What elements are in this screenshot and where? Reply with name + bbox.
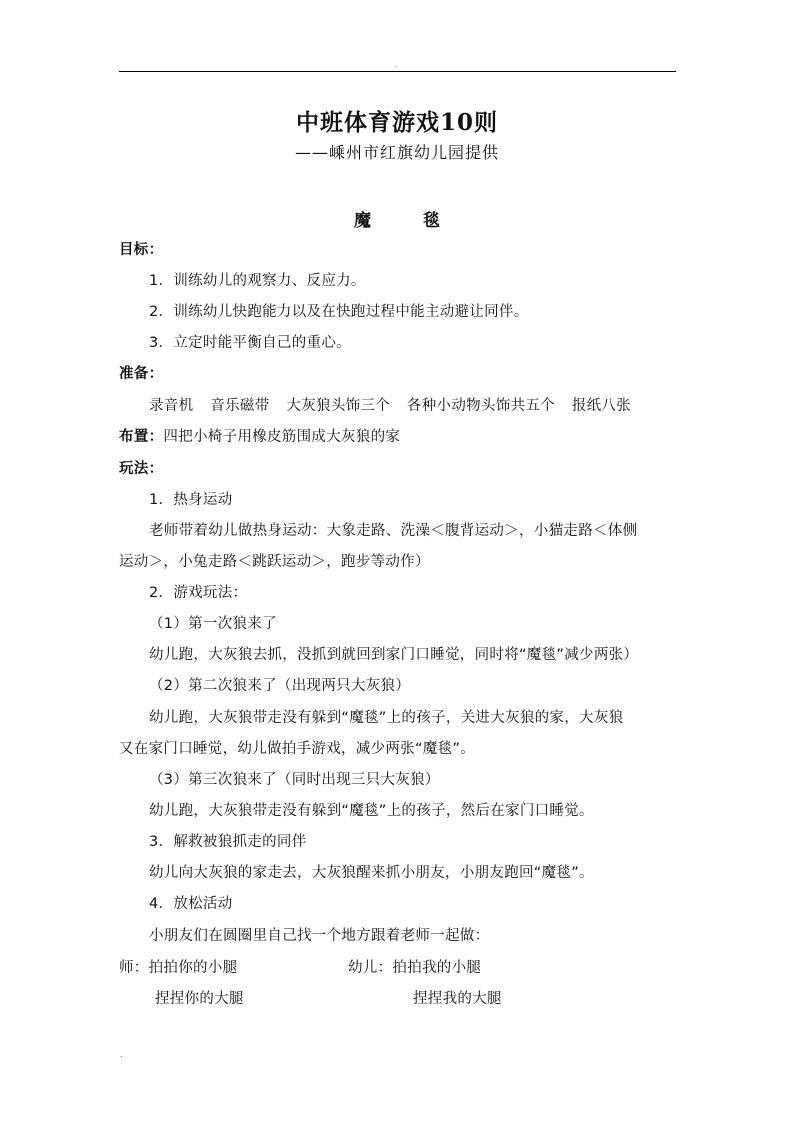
warmup-line-1: 老师带着幼儿做热身运动：大象走路、洗澡＜腹背运动＞，小猫走路＜体侧	[149, 523, 638, 539]
relax-text: 小朋友们在圆圈里自己找一个地方跟着老师一起做：	[149, 928, 490, 944]
rescue-text: 幼儿向大灰狼的家走去，大灰狼醒来抓小朋友，小朋友跑回“魔毯”。	[149, 865, 594, 881]
game-title: 2．游戏玩法：	[149, 585, 248, 601]
header-dot: .	[395, 60, 398, 69]
round-2-line-2: 又在家门口睡觉，幼儿做拍手游戏，减少两张“魔毯”。	[119, 741, 476, 757]
setup-text: 四把小椅子用橡皮筋围成大灰狼的家	[163, 429, 401, 445]
preparation-text: 录音机 音乐磁带 大灰狼头饰三个 各种小动物头饰共五个 报纸八张	[149, 398, 632, 414]
round-2-title: （2）第二次狼来了（出现两只大灰狼）	[149, 678, 411, 694]
preparation-label: 准备：	[119, 366, 164, 382]
play-label: 玩法：	[119, 461, 164, 477]
warmup-line-2: 运动＞，小兔走路＜跳跃运动＞，跑步等动作）	[119, 554, 430, 570]
round-3-title: （3）第三次狼来了（同时出现三只大灰狼）	[149, 772, 440, 788]
footer-dot: .	[120, 1050, 123, 1059]
goal-item-2: 2．训练幼儿快跑能力以及在快跑过程中能主动避让同伴。	[149, 304, 529, 320]
teacher-line-1: 师：拍拍你的小腿	[119, 960, 238, 976]
round-2-line-1: 幼儿跑，大灰狼带走没有躲到“魔毯”上的孩子，关进大灰狼的家，大灰狼	[149, 710, 624, 726]
section-title-char-2: 毯	[423, 211, 440, 231]
teacher-line-2: 捏捏你的大腿	[155, 991, 244, 1007]
document-subtitle: ——嵊州市红旗幼儿园提供	[294, 143, 499, 162]
goal-item-3: 3．立定时能平衡自己的重心。	[149, 335, 351, 351]
goal-item-1: 1．训练幼儿的观察力、反应力。	[149, 273, 366, 289]
child-line-1: 幼儿：拍拍我的小腿	[348, 960, 482, 976]
round-1-text: 幼儿跑，大灰狼去抓，没抓到就回到家门口睡觉，同时将“魔毯”减少两张）	[149, 647, 639, 663]
section-title-char-1: 魔	[354, 211, 371, 231]
warmup-title: 1．热身运动	[149, 492, 233, 508]
section-title	[0, 206, 794, 231]
goals-label: 目标：	[119, 242, 164, 258]
relax-title: 4．放松活动	[149, 896, 233, 912]
round-3-text: 幼儿跑，大灰狼带走没有躲到“魔毯”上的孩子，然后在家门口睡觉。	[149, 803, 594, 819]
child-line-2: 捏捏我的大腿	[413, 991, 502, 1007]
setup-line	[119, 425, 400, 446]
setup-label: 布置：	[119, 429, 164, 445]
header-rule	[119, 71, 676, 72]
document-title: 中班体育游戏10则	[295, 109, 498, 136]
round-1-title: （1）第一次狼来了	[149, 616, 277, 632]
rescue-title: 3．解救被狼抓走的同伴	[149, 834, 307, 850]
